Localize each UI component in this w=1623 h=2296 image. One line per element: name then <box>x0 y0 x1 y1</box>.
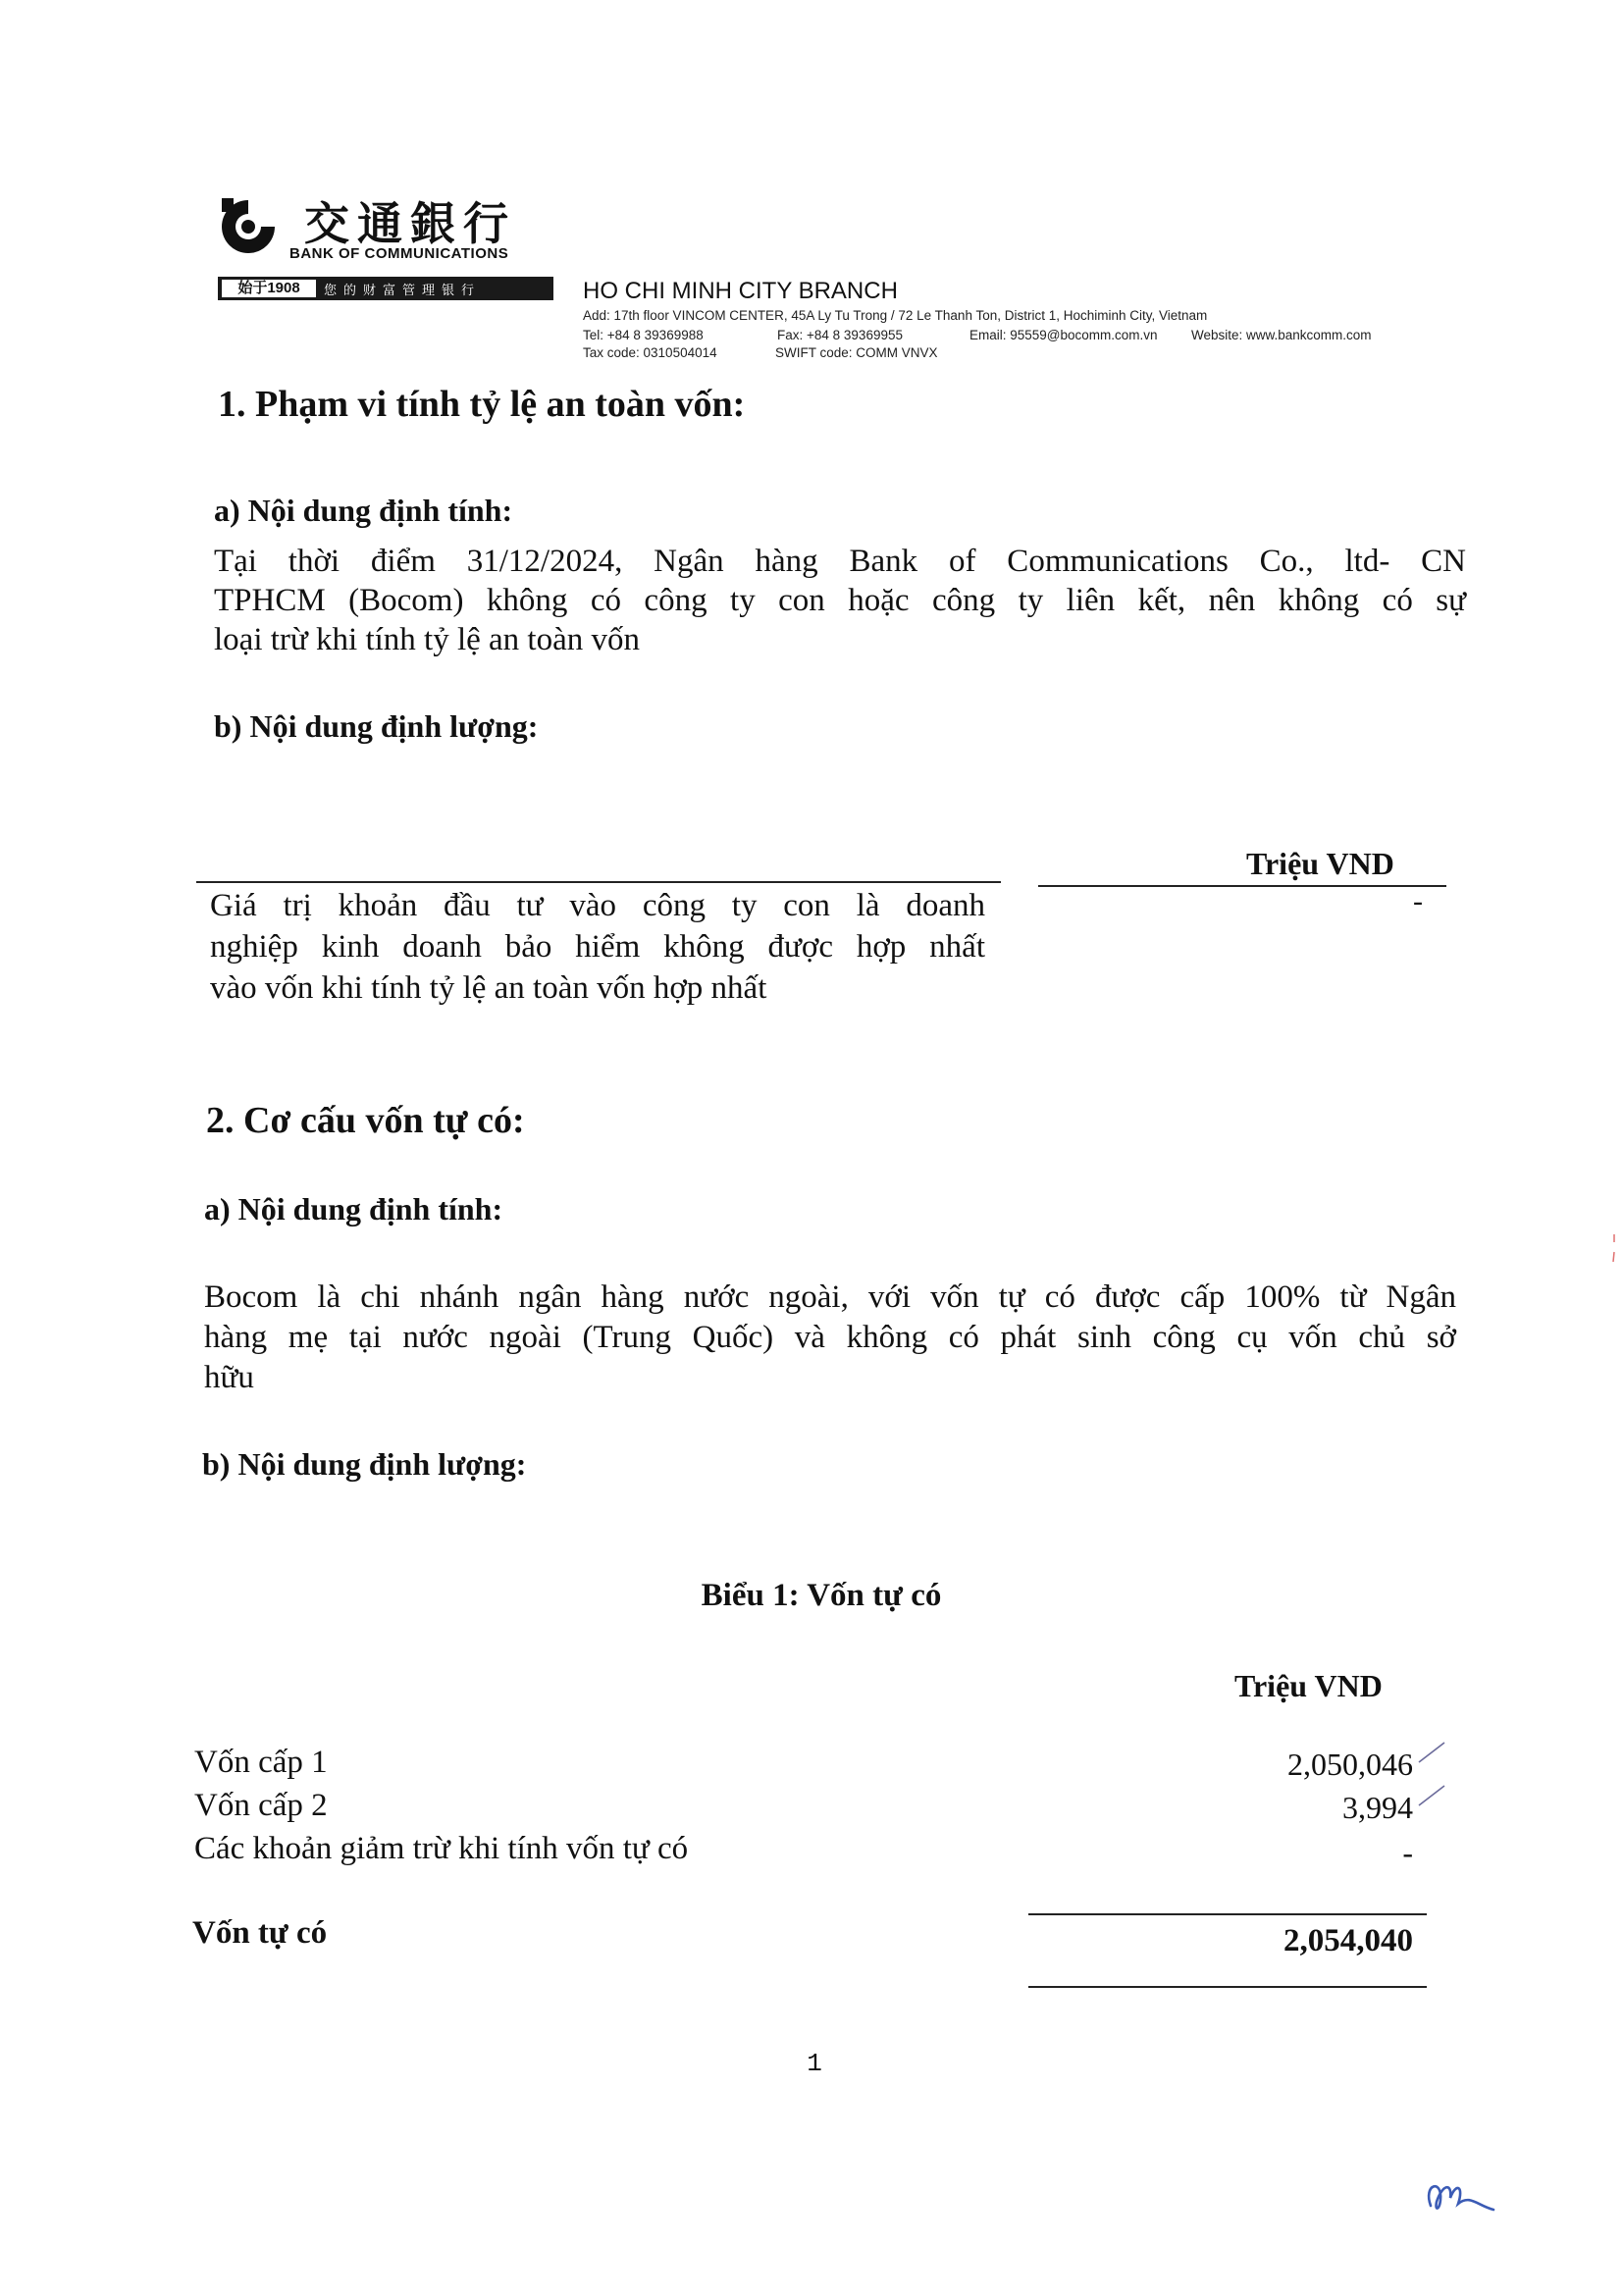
section-1b-title: b) Nội dung định lượng: <box>214 708 539 744</box>
row-label: Vốn cấp 1 <box>194 1745 328 1780</box>
tel: Tel: +84 8 39369988 <box>583 328 704 342</box>
section-1a-title: a) Nội dung định tính: <box>214 493 513 528</box>
founded-label: 始于1908 <box>221 279 317 298</box>
table-title: Biểu 1: Vốn tự có <box>701 1578 942 1613</box>
total-bottom-rule <box>1028 1986 1427 1988</box>
row-value: - <box>1402 1835 1413 1870</box>
handwritten-initials-icon <box>1413 2165 1501 2223</box>
total-top-rule <box>1028 1913 1427 1915</box>
tax-code: Tax code: 0310504014 <box>583 345 717 360</box>
website: Website: www.bankcomm.com <box>1191 328 1372 342</box>
paragraph-line: hữu <box>204 1360 254 1395</box>
contact-line <box>583 328 1372 342</box>
item-line: Giá trị khoản đầu tư vào công ty con là doanh <box>210 888 985 923</box>
investment-item-value: - <box>1413 885 1423 917</box>
margin-mark-icon <box>1609 1232 1619 1272</box>
row-label: Các khoản giảm trừ khi tính vốn tự có <box>194 1831 689 1866</box>
email: Email: 95559@bocomm.com.vn <box>969 328 1158 342</box>
unit-label: Triệu VND <box>1246 846 1394 881</box>
branch-address: Add: 17th floor VINCOM CENTER, 45A Ly Tu Trong / 72 Le Thanh Ton, District 1, Hochiminh City, Vietnam <box>583 308 1208 323</box>
item-line: nghiệp kinh doanh bảo hiểm không được hợp nhất <box>210 929 985 965</box>
bank-logo-icon <box>218 196 279 257</box>
table-rule <box>1038 885 1446 887</box>
section-1a-body <box>214 542 1466 659</box>
fax: Fax: +84 8 39369955 <box>777 328 903 342</box>
swift-code: SWIFT code: COMM VNVX <box>775 345 938 360</box>
paragraph-line: hàng mẹ tại nước ngoài (Trung Quốc) và không có phát sinh công cụ vốn chủ sở <box>204 1320 1456 1355</box>
total-value: 2,054,040 <box>1283 1923 1413 1958</box>
branch-name: HO CHI MINH CITY BRANCH <box>583 278 898 304</box>
bank-name-chinese: 交通銀行 <box>304 197 516 250</box>
section-2a-body <box>204 1278 1456 1398</box>
bank-name-english: BANK OF COMMUNICATIONS <box>289 245 509 262</box>
row-value: 2,050,046 <box>1287 1747 1413 1782</box>
check-mark-icon <box>1417 1739 1446 1768</box>
check-mark-icon <box>1417 1780 1446 1809</box>
section-2b-title: b) Nội dung định lượng: <box>202 1446 527 1482</box>
paragraph-line: Tại thời điểm 31/12/2024, Ngân hàng Bank of Communications Co., ltd- CN <box>214 544 1466 579</box>
tax-line <box>583 345 938 360</box>
unit-label: Triệu VND <box>1234 1668 1383 1703</box>
section-2-title: 2. Cơ cấu vốn tự có: <box>206 1100 525 1141</box>
paragraph-line: loại trừ khi tính tỷ lệ an toàn vốn <box>214 622 640 657</box>
paragraph-line: TPHCM (Bocom) không có công ty con hoặc công ty liên kết, nên không có sự <box>214 583 1466 618</box>
investment-item-label <box>210 885 985 1009</box>
table-rule <box>196 881 1001 883</box>
row-value: 3,994 <box>1342 1790 1413 1825</box>
item-line: vào vốn khi tính tỷ lệ an toàn vốn hợp nhất <box>210 970 767 1006</box>
total-label: Vốn tự có <box>192 1915 328 1951</box>
slogan: 您的财富管理银行 <box>324 284 482 298</box>
row-label: Vốn cấp 2 <box>194 1788 328 1823</box>
paragraph-line: Bocom là chi nhánh ngân hàng nước ngoài, với vốn tự có được cấp 100% từ Ngân <box>204 1279 1456 1315</box>
section-1-title: 1. Phạm vi tính tỷ lệ an toàn vốn: <box>218 384 746 425</box>
page-number: 1 <box>807 2049 822 2078</box>
section-2a-title: a) Nội dung định tính: <box>204 1191 503 1226</box>
